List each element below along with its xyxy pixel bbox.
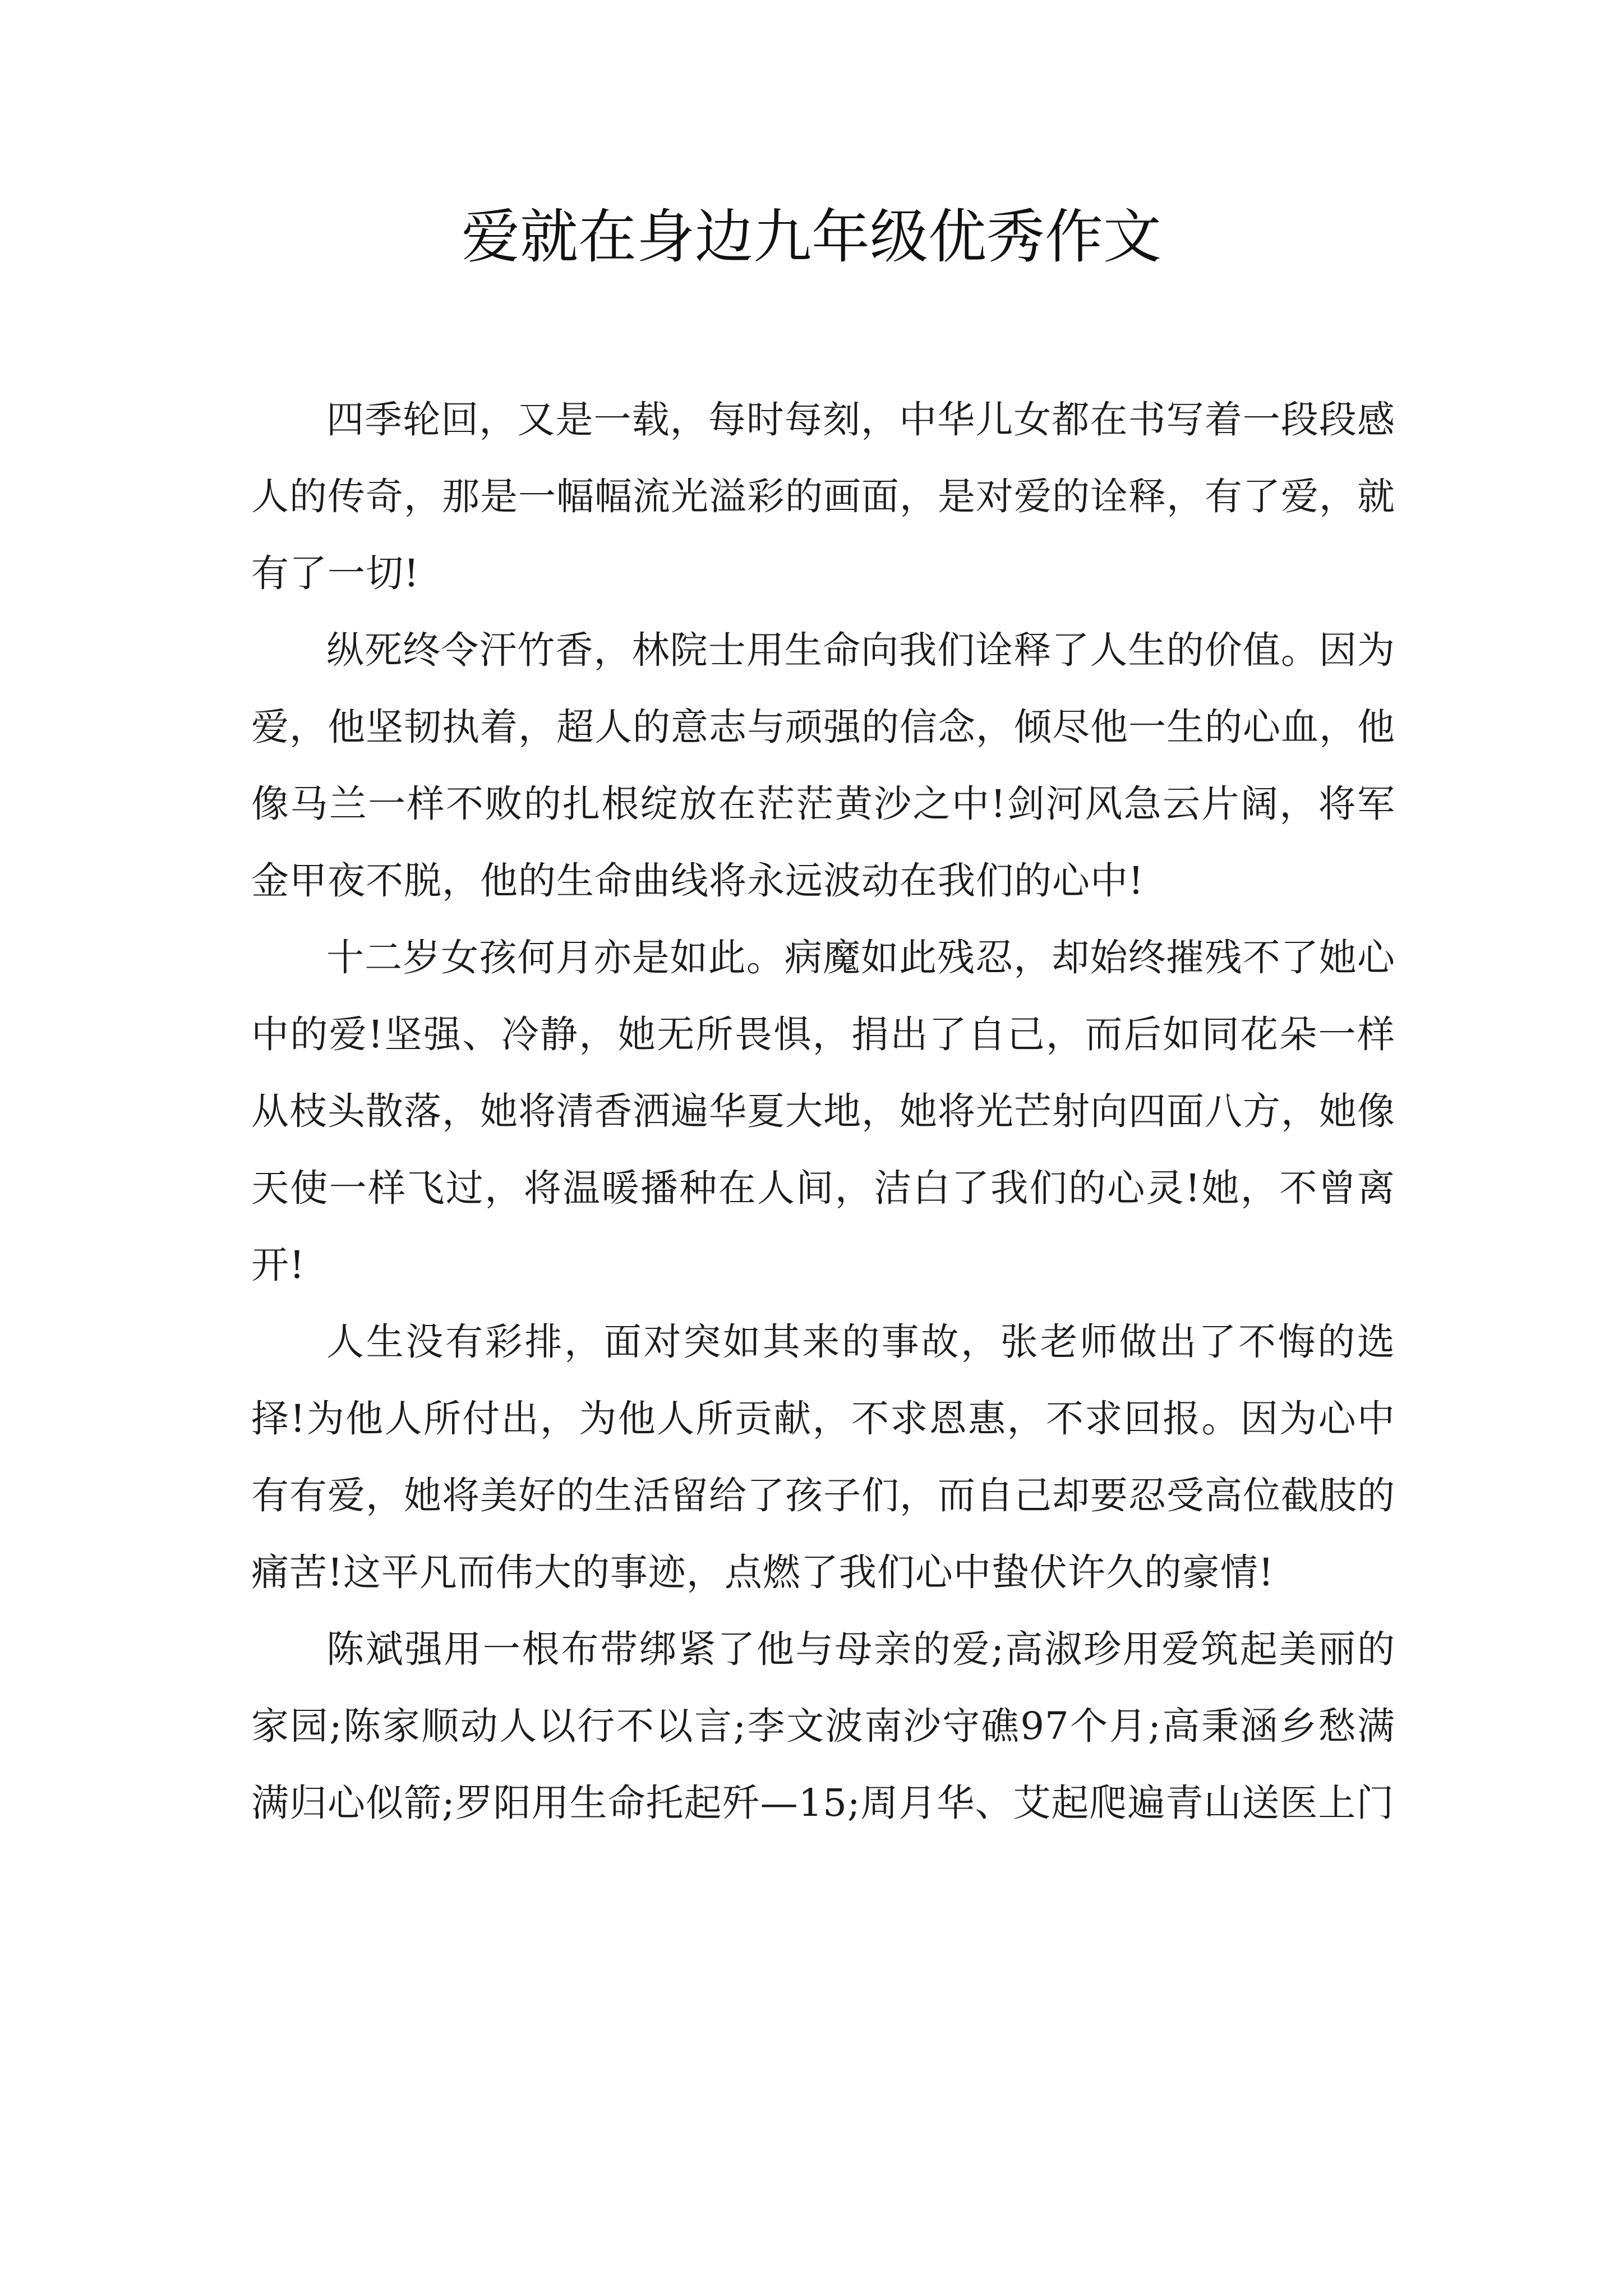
document-title: 爱就在身边九年级优秀作文 [461,203,1161,271]
paragraph-4: 人生没有彩排，面对突如其来的事故，张老师做出了不悔的选择!为他人所付出，为他人所贡献，不求恩惠，不求回报。因为心中有有爱，她将美好的生活留给了孩子们，而自己却要忍受高位截肢的痛苦!这平凡而伟大的事迹，点燃了我们心中蛰伏许久的豪情! [251,1320,1395,1594]
paragraph-2: 纵死终令汗竹香，林院士用生命向我们诠释了人生的价值。因为爱，他坚韧执着，超人的意志与顽强的信念，倾尽他一生的心血，他像马兰一样不败的扎根绽放在茫茫黄沙之中!剑河风急云片阔，将军金甲夜不脱，他的生命曲线将永远波动在我们的心中! [251,628,1395,903]
paragraph-5: 陈斌强用一根布带绑紧了他与母亲的爱;高淑珍用爱筑起美丽的家园;陈家顺动人以行不以言;李文波南沙守礁97个月;高秉涵乡愁满满归心似箭;罗阳用生命托起歼—15;周月华、艾起爬遍青山送医上门 [251,1627,1395,1825]
paragraph-1: 四季轮回，又是一载，每时每刻，中华儿女都在书写着一段段感人的传奇，那是一幅幅流光溢彩的画面，是对爱的诠释，有了爱，就有了一切! [251,398,1395,595]
document-body [251,381,1395,1842]
paragraph-3: 十二岁女孩何月亦是如此。病魔如此残忍，却始终摧残不了她心中的爱!坚强、冷静，她无所畏惧，捐出了自己，而后如同花朵一样从枝头散落，她将清香洒遍华夏大地，她将光芒射向四面八方，她像天使一样飞过，将温暖播种在人间，洁白了我们的心灵!她，不曾离开! [251,936,1395,1287]
